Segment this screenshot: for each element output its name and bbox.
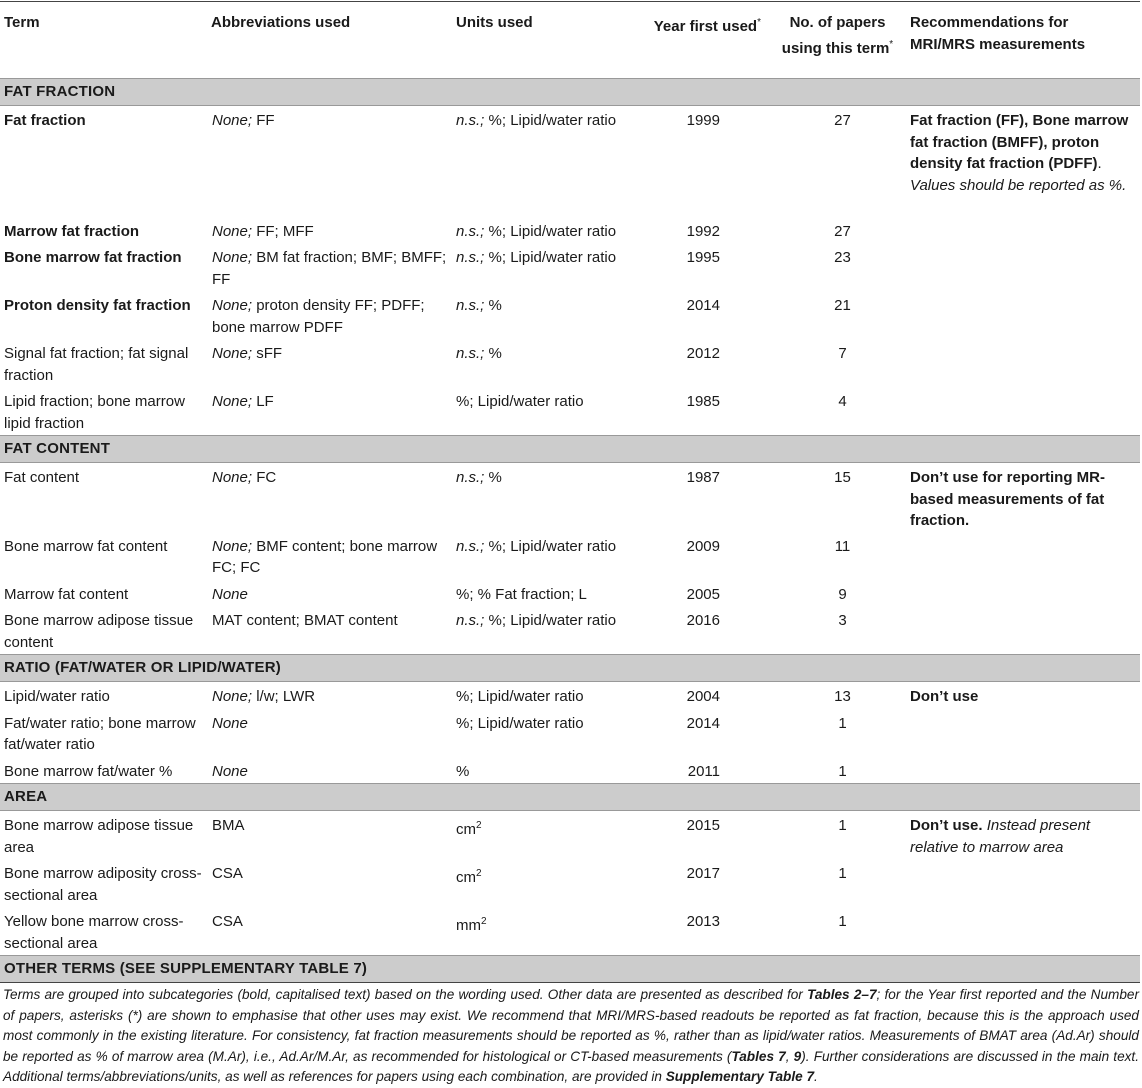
row-year: 2014 — [686, 714, 720, 732]
row-year: 2011 — [687, 762, 720, 780]
row-units: %; Lipid/water ratio — [456, 714, 584, 732]
row-term: Bone marrow fat/water % — [4, 762, 173, 780]
header-papers: No. of papers using this term* — [769, 2, 906, 79]
row-term: Lipid fraction; bone marrow lipid fraction — [4, 393, 185, 432]
row-units: n.s.; %; Lipid/water ratio — [456, 249, 617, 266]
link-table-9: 9 — [793, 1048, 802, 1064]
link-supplementary-table-7: Supplementary Table 7 — [665, 1069, 815, 1085]
row-abbr: None; FF — [212, 112, 275, 129]
row-year: 1995 — [686, 249, 720, 266]
row-units: n.s.; % — [456, 469, 502, 486]
row-term: Fat fraction — [4, 112, 86, 129]
row-year: 2017 — [686, 865, 720, 882]
table-row — [0, 463, 1140, 532]
row-abbr: None; FC — [212, 469, 277, 486]
row-units: n.s.; % — [456, 297, 502, 314]
row-papers: 23 — [834, 249, 851, 266]
row-papers: 3 — [838, 612, 847, 629]
row-papers: 7 — [838, 345, 847, 362]
row-year: 2012 — [686, 345, 720, 362]
row-term: Fat/water ratio; bone marrow fat/water ratio — [4, 714, 196, 753]
section-area: AREA — [0, 784, 1140, 811]
row-term: Marrow fat fraction — [4, 222, 140, 240]
row-year: 2015 — [686, 817, 720, 834]
row-units: % — [456, 762, 470, 780]
row-term: Yellow bone marrow cross-sectional area — [4, 913, 184, 952]
row-papers: 9 — [838, 585, 847, 603]
row-abbr: None; BM fat fraction; BMF; BMFF; FF — [212, 249, 447, 288]
row-papers: 13 — [834, 688, 851, 705]
row-abbr: MAT content; BMAT content — [212, 612, 398, 629]
row-abbr: CSA — [212, 865, 243, 882]
row-abbr: None; BMF content; bone marrow FC; FC — [212, 537, 438, 576]
row-year: 2004 — [686, 688, 720, 705]
row-recommendation: Don’t use — [910, 688, 979, 705]
table-footnote: Terms are grouped into subcategories (bold, capitalised text) based on the wording used. Other data are presented as described for Tables 2–7; for the Year first reported and the Number of papers, asterisks (*) are shown to emphasise that other uses may exist. We recommend that MRI/MRS-based readouts be reported as fat fraction, because this is the approach used most commonly in the existing literature. For consistency, fat fraction measurements should be reported as %, rather than as lipid/water ratios. Measurements of BMAT area (Ad.Ar) should be reported as % of marrow area (M.Ar), i.e., Ad.Ar/M.Ar, as recommended for histological or CT-based measurements (Tables 7, 9). Further considerations are discussed in the main text. Additional terms/abbreviations/units, as well as references for papers using each combination, are provided in Supplementary Table 7. — [3, 987, 1139, 1085]
row-papers: 1 — [838, 714, 847, 732]
row-term: Bone marrow fat fraction — [4, 249, 182, 266]
terminology-table — [0, 1, 1140, 983]
row-papers: 21 — [834, 297, 851, 314]
row-recommendation: Fat fraction (FF), Bone marrow fat fraction (BMFF), proton density fat fraction (PDFF). Values should be reported as %. — [910, 112, 1129, 194]
row-abbr: CSA — [212, 913, 243, 930]
row-units: n.s.; %; Lipid/water ratio — [456, 537, 617, 555]
row-year: 1992 — [686, 222, 720, 240]
header-term: Term — [0, 2, 208, 79]
row-units: %; % Fat fraction; L — [456, 585, 587, 603]
row-year: 1999 — [686, 112, 720, 129]
row-year: 1987 — [686, 469, 720, 486]
row-term: Signal fat fraction; fat signal fraction — [4, 345, 189, 384]
row-units: $mm^2$ — [456, 916, 487, 934]
row-units: $cm^2$ — [456, 868, 482, 886]
header-year: Year first used* — [632, 2, 769, 79]
row-abbr: None; proton density FF; PDFF; bone marrow PDFF — [212, 297, 425, 336]
row-recommendation: Don’t use. Instead present relative to marrow area — [910, 817, 1091, 856]
row-papers: 15 — [834, 469, 851, 486]
row-abbr: None; l/w; LWR — [212, 688, 316, 705]
row-abbr: None — [212, 585, 248, 603]
link-table-7: Tables 7 — [731, 1048, 786, 1064]
row-term: Bone marrow adiposity cross-sectional area — [4, 865, 202, 904]
row-year: 2016 — [686, 612, 720, 629]
row-term: Marrow fat content — [4, 585, 129, 603]
row-papers: 1 — [838, 913, 847, 930]
row-year: 2013 — [686, 913, 720, 930]
section-fat-fraction: FAT FRACTION — [0, 79, 1140, 106]
row-abbr: None — [212, 714, 248, 732]
row-term: Fat content — [4, 469, 80, 486]
row-year: 1985 — [686, 393, 720, 410]
row-units: n.s.; %; Lipid/water ratio — [456, 222, 617, 240]
row-abbr: None; FF; MFF — [212, 222, 314, 240]
row-units: n.s.; % — [456, 345, 502, 362]
row-papers: 11 — [834, 537, 851, 555]
link-tables-2-7: Tables 2–7 — [807, 987, 877, 1002]
row-papers: 27 — [834, 112, 851, 129]
table-row — [0, 106, 1140, 217]
row-papers: 1 — [838, 762, 847, 780]
row-year: 2005 — [686, 585, 720, 603]
row-abbr: None — [212, 762, 248, 780]
row-units: $cm^2$ — [456, 820, 482, 838]
row-abbr: None; sFF — [212, 345, 283, 362]
table-row — [0, 682, 1140, 709]
row-units: %; Lipid/water ratio — [456, 393, 584, 410]
row-year: 2014 — [686, 297, 720, 314]
row-papers: 4 — [838, 393, 847, 410]
row-papers: 1 — [838, 865, 847, 882]
table-row — [0, 811, 1140, 860]
row-term: Bone marrow adipose tissue area — [4, 817, 194, 856]
row-abbr: BMA — [212, 817, 245, 834]
table-header — [0, 2, 1140, 79]
header-abbr: Abbreviations used — [208, 2, 452, 79]
row-year: 2009 — [686, 537, 720, 555]
header-units: Units used — [452, 2, 632, 79]
header-recommendations: Recommendations for MRI/MRS measurements — [906, 2, 1140, 79]
section-ratio: RATIO (FAT/WATER OR LIPID/WATER) — [0, 655, 1140, 682]
row-units: %; Lipid/water ratio — [456, 688, 584, 705]
section-other-terms: OTHER TERMS (SEE SUPPLEMENTARY TABLE 7) — [0, 956, 1140, 983]
row-units: n.s.; %; Lipid/water ratio — [456, 612, 617, 629]
row-term: Bone marrow fat content — [4, 537, 168, 555]
row-term: Proton density fat fraction — [4, 297, 191, 314]
row-recommendation: Don’t use for reporting MR-based measurements of fat fraction. — [910, 469, 1105, 529]
row-abbr: None; LF — [212, 393, 274, 410]
section-fat-content: FAT CONTENT — [0, 436, 1140, 463]
row-units: n.s.; %; Lipid/water ratio — [456, 112, 617, 129]
row-term: Lipid/water ratio — [4, 688, 110, 705]
row-papers: 1 — [838, 817, 847, 834]
row-papers: 27 — [834, 222, 851, 240]
row-term: Bone marrow adipose tissue content — [4, 612, 194, 651]
